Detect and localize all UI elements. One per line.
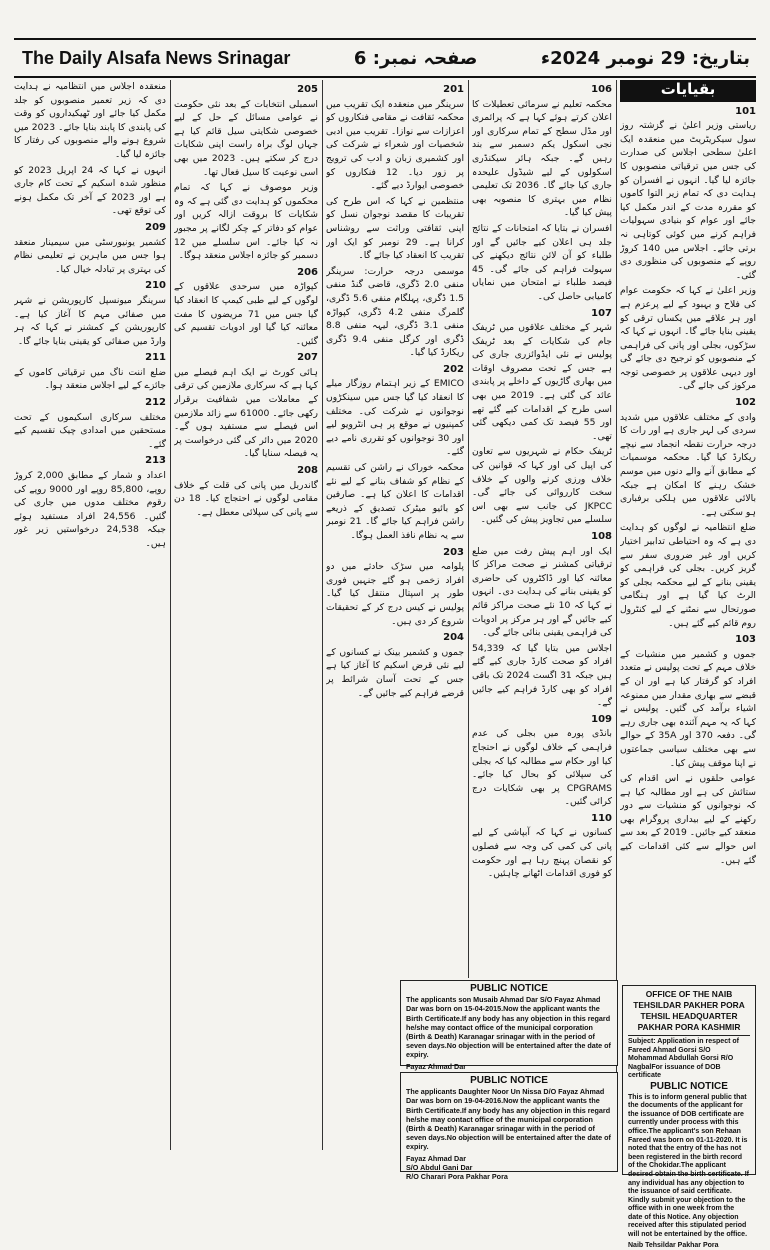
column-divider bbox=[468, 80, 469, 978]
story-text: ریاستی وزیر اعلیٰ نے گزشتہ روز سول سیکریٹریٹ میں منعقدہ ایک اعلیٰ سطحی اجلاس کی صدارت کی جس میں ترقیاتی منصوبوں کا جائزہ لیا گیا۔ انہوں نے افسران کو ہدایت دی کہ تمام زیر التوا کاموں کو مقررہ مدت کے اندر مکمل کیا جائے اور عوام کو بنیادی سہولیات فراہم کرنے میں کوئی کوتاہی نہ برتی جائے۔ اجلاس میں 140 کروڑ روپے کے منصوبوں کی منظوری دی گئی۔ bbox=[620, 120, 756, 281]
story-text: اجلاس میں بتایا گیا کہ 54,339 افراد کو صحت کارڈ جاری کیے گئے ہیں جبکہ 31 اگست 2024 تک باقی افراد کو بھی کارڈ فراہم کیے جائیں گے۔ bbox=[472, 642, 612, 709]
story-number: 209 bbox=[145, 221, 166, 233]
story-text: جموں و کشمیر میں منشیات کے خلاف مہم کے تحت پولیس نے متعدد افراد کو گرفتار کیا ہے اور ان کے قبضے سے بھاری مقدار میں ممنوعہ اشیاء برآمد کی گئیں۔ پولیس نے کہا کہ یہ مہم آئندہ بھی جاری رہے گی۔ دفعہ 370 اور 35A کے حوالے سے بھی مختلف سیاسی جماعتوں نے اپنا موقف پیش کیا۔ bbox=[620, 648, 756, 769]
story-text: مختلف سرکاری اسکیموں کے تحت مستحقین میں امدادی چیک تقسیم کیے گئے۔ bbox=[14, 411, 166, 450]
story-text: ضلع اننت ناگ میں ترقیاتی کاموں کے جائزے کے لیے اجلاس منعقد ہوا۔ bbox=[14, 366, 166, 392]
story-number: 210 bbox=[145, 280, 166, 292]
columns bbox=[14, 80, 756, 1249]
story-text: شہر کے مختلف علاقوں میں ٹریفک جام کی شکایات کے بعد ٹریفک پولیس نے نئی ایڈوائزری جاری کی ہے جس کے تحت مصروف اوقات میں بھاری گاڑیوں کے داخلے پر پابندی عائد کی گئی ہے۔ 2019 میں بھی اسی طرح کے اقدامات کیے گئے تھے اور 55 فیصد تک کمی دیکھی گئی تھی۔ bbox=[472, 322, 612, 442]
story-number: 103 bbox=[735, 634, 756, 646]
story-number: 110 bbox=[591, 812, 612, 824]
story-text: کپواڑہ میں سرحدی علاقوں کے لوگوں کے لیے طبی کیمپ کا انعقاد کیا گیا جس میں 71 مریضوں کا مفت معائنہ کیا گیا اور ادویات تقسیم کی گئیں۔ bbox=[174, 281, 318, 347]
story-text: انہوں نے کہا کہ 24 اپریل 2023 کو منظور شدہ اسکیم کے تحت کام جاری ہے اور 2023 کے آخر تک مکمل ہونے کی توقع تھی۔ bbox=[14, 164, 166, 217]
office-heading: OFFICE OF THE NAIB TEHSILDAR PAKHER PORA TEHSIL HEADQUARTER PAKHAR PORA KASHMIR bbox=[628, 989, 750, 1036]
notice-title: PUBLIC NOTICE bbox=[470, 1075, 548, 1086]
story-text: اعداد و شمار کے مطابق 2,000 کروڑ روپے، 85,800 روپے اور 9000 روپے کی رقوم مختلف مدوں میں جاری کی گئیں۔ 24,556 افراد مستفید ہوئے جبکہ 24,538 درخواستیں زیر غور ہیں۔ bbox=[14, 470, 166, 549]
story-text: وادی کے مختلف علاقوں میں شدید سردی کی لہر جاری ہے اور رات کا درجہ حرارت نقطہ انجماد سے نیچے ریکارڈ کیا گیا۔ محکمہ موسمیات کے مطابق آنے والے دنوں میں موسم خشک رہنے کا امکان ہے جبکہ بالائی علاقوں میں ہلکی برفباری ہو سکتی ہے۔ bbox=[620, 411, 756, 518]
column-2 bbox=[472, 80, 612, 978]
story-number: 107 bbox=[591, 307, 612, 319]
story-number: 108 bbox=[591, 531, 612, 542]
story-text: اسمبلی انتخابات کے بعد نئی حکومت نے عوامی مسائل کے حل کے لیے خصوصی شکایتی سیل قائم کیا ہے جہاں لوگ براہ راست اپنی شکایات درج کر سکتے ہیں۔ 2023 میں بھی اسی نوعیت کا سیل فعال تھا۔ bbox=[174, 98, 318, 178]
public-notice-2 bbox=[400, 1072, 618, 1182]
story-text: پلوامہ میں سڑک حادثے میں دو افراد زخمی ہو گئے جنہیں فوری طور پر اسپتال منتقل کیا گیا۔ پولیس نے کیس درج کر کے تحقیقات شروع کر دی ہیں۔ bbox=[326, 561, 464, 627]
story-number: 202 bbox=[443, 363, 464, 375]
newspaper-title: The Daily Alsafa News Srinagar bbox=[22, 47, 291, 68]
notice-signatory: Fayaz Ahmad Dar S/O Abdul Gani Dar R/O Charari Pora Pakhar Pora bbox=[406, 1153, 508, 1182]
story-text: جموں و کشمیر بینک نے کسانوں کے لیے نئی قرض اسکیم کا آغاز کیا ہے جس کے تحت آسان شرائط پر قرضے فراہم کیے جائیں گے۔ bbox=[326, 646, 464, 699]
column-divider bbox=[322, 80, 323, 1150]
notice-body: The applicants Daughter Noor Un Nissa D/O Fayaz Ahmad Dar was born on 19-04-2016.Now the applicant wants the Birth Certificate.If any body has any objection in this regard he/she may contact office of the municipal corporation (Birth & Death) Karanagar srinagar with in the period of seven days.No objection will be entertained after the date of expiry. bbox=[406, 1087, 611, 1152]
story-text: سرینگر میونسپل کارپوریشن نے شہر میں صفائی مہم کا آغاز کیا ہے۔ کارپوریشن کے کمشنر نے کہا کہ ہر وارڈ میں صفائی کو یقینی بنایا جائے گا۔ bbox=[14, 294, 166, 347]
story-number: 212 bbox=[145, 397, 166, 409]
story-text: موسمی درجہ حرارت: سرینگر منفی 2.0 ڈگری، قاضی گنڈ منفی 1.5 ڈگری، پہلگام منفی 5.6 ڈگری، گلمرگ منفی 4.2 ڈگری، کپواڑہ منفی 3.1 ڈگری، لیہہ منفی 8.8 ڈگری اور کرگل منفی 9.4 ڈگری ریکارڈ کیا گیا۔ bbox=[326, 265, 464, 359]
story-text: ضلع انتظامیہ نے لوگوں کو ہدایت دی ہے کہ وہ احتیاطی تدابیر اختیار کریں اور غیر ضروری سفر سے گریز کریں۔ بجلی کی فراہمی کو یقینی بنانے کے لیے محکمہ بجلی کو الرٹ کیا گیا ہے اور ہنگامی صورتحال سے نمٹنے کے لیے کنٹرول روم قائم کیے گئے ہیں۔ bbox=[620, 522, 756, 629]
column-5 bbox=[14, 80, 166, 1150]
masthead bbox=[14, 38, 756, 78]
public-notice-1 bbox=[400, 980, 618, 1071]
story-text: کسانوں نے کہا کہ آبپاشی کے لیے پانی کی کمی کی وجہ سے فصلوں کو نقصان پہنچ رہا ہے اور حکومت کو فوری اقدامات اٹھانے چاہئیں۔ bbox=[472, 827, 612, 880]
story-number: 206 bbox=[297, 266, 318, 278]
story-number: 204 bbox=[443, 632, 464, 644]
story-text: کشمیر یونیورسٹی میں سیمینار منعقد ہوا جس میں ماہرین نے تعلیمی نظام کی بہتری پر تبادلہ خیال کیا۔ bbox=[14, 236, 166, 275]
tehsildar-notice bbox=[622, 985, 756, 1249]
story-text: وزیر موصوف نے کہا کہ تمام محکموں کو ہدایت دی گئی ہے کہ وہ شکایات کا بروقت ازالہ کریں اور عوام کو دفاتر کے چکر لگانے پر مجبور نہ کیا جائے۔ اس سلسلے میں 12 دسمبر کو جائزہ اجلاس منعقد ہوگا۔ bbox=[174, 182, 318, 262]
story-number: 211 bbox=[145, 352, 166, 364]
story-text: بانڈی پورہ میں بجلی کی عدم فراہمی کے خلاف لوگوں نے احتجاج کیا اور حکام سے مطالبہ کیا کہ بجلی کی سپلائی کو بحال کیا جائے۔ CPGRAMS پر بھی شکایات درج کرائی گئیں۔ bbox=[472, 728, 612, 808]
story-text: وزیر اعلیٰ نے کہا کہ حکومت عوام کی فلاح و بہبود کے لیے پرعزم ہے اور ہر علاقے میں یکساں ترقی کو یقینی بنایا جائے گا۔ انہوں نے کہا کہ سڑکوں، بجلی اور پانی کی فراہمی کے منصوبوں کو ترجیح دی جائے گی اور دیہی علاقوں پر خصوصی توجہ مرکوز کی جائے گی۔ bbox=[620, 285, 756, 392]
column-3 bbox=[326, 80, 464, 980]
story-text: گاندربل میں پانی کی قلت کے خلاف مقامی لوگوں نے احتجاج کیا۔ 18 دن سے پانی کی سپلائی معطل ہے۔ bbox=[174, 479, 318, 518]
column-4 bbox=[174, 80, 318, 1150]
column-divider bbox=[170, 80, 171, 1150]
story-text: عوامی حلقوں نے اس اقدام کی ستائش کی ہے اور مطالبہ کیا ہے کہ نوجوانوں کو منشیات سے دور رکھنے کے لیے بیداری پروگرام بھی منعقد کیے جائیں۔ 2019 کے بعد سے اس حوالے سے کئی اقدامات کیے گئے ہیں۔ bbox=[620, 773, 756, 866]
story-number: 203 bbox=[443, 546, 464, 558]
page-number: صفحہ نمبر: 6 bbox=[353, 47, 478, 69]
story-text: محکمہ تعلیم نے سرمائی تعطیلات کا اعلان کرتے ہوئے کہا ہے کہ پرائمری اور مڈل سطح کے تمام سرکاری اور نجی اسکول یکم دسمبر سے بند رہیں گے۔ جبکہ ہائر سیکنڈری اسکولوں کے لیے شیڈول علیحدہ جاری کیا جائے گا۔ 2036 تک تعلیمی نظام میں بہتری کا منصوبہ بھی پیش کیا گیا۔ bbox=[472, 98, 612, 219]
story-number: 106 bbox=[591, 84, 612, 95]
notice-title: PUBLIC NOTICE bbox=[470, 983, 548, 994]
story-text: ایک اور اہم پیش رفت میں ضلع ترقیاتی کمشنر نے صحت مراکز کا معائنہ کیا اور ڈاکٹروں کی حاضری کو یقینی بنانے کی ہدایت دی۔ انہوں نے کہا کہ 10 نئے صحت مراکز قائم کیے جائیں گے اور ہر مرکز پر ادویات کی فراہمی یقینی بنائی جائے گی۔ bbox=[472, 545, 612, 639]
story-number: 208 bbox=[297, 465, 318, 477]
story-text: ٹریفک حکام نے شہریوں سے تعاون کی اپیل کی اور کہا کہ قوانین کی خلاف ورزی کرنے والوں کے خلاف سخت کارروائی کی جائے گی۔ JKPCC کی جانب سے بھی اس سلسلے میں تجاویز پیش کی گئیں۔ bbox=[472, 446, 612, 526]
story-text: سرینگر میں منعقدہ ایک تقریب میں محکمہ ثقافت نے مقامی فنکاروں کو اعزازات سے نوازا۔ تقریب میں ادبی شخصیات اور شعراء نے شرکت کی اور کشمیری زبان و ادب کی ترویج پر زور دیا۔ 12 فنکاروں کو خصوصی ایوارڈ دیے گئے۔ bbox=[326, 98, 464, 192]
story-number: 207 bbox=[297, 352, 318, 364]
issue-date: بتاریخ: 29 نومبر 2024ء bbox=[540, 47, 750, 69]
story-text: EMICO کے زیر اہتمام روزگار میلے کا انعقاد کیا گیا جس میں سینکڑوں نوجوانوں نے شرکت کی۔ مختلف کمپنیوں نے موقع پر ہی انٹرویو لیے اور 30 نوجوانوں کو تقرری نامے دیے گئے۔ bbox=[326, 378, 464, 458]
notice-signatory: Naib Tehsildar Pakhar Pora bbox=[628, 1241, 719, 1249]
newspaper-page bbox=[14, 24, 756, 1249]
section-banner: بقیایات bbox=[620, 80, 756, 102]
story-text: ہائی کورٹ نے ایک اہم فیصلے میں کہا ہے کہ سرکاری ملازمین کی ترقی کے معاملات میں شفافیت برقرار رکھی جائے۔ 61000 سے زائد ملازمین اس فیصلے سے مستفید ہوں گے۔ 2020 میں دائر کی گئی درخواست پر یہ فیصلہ سنایا گیا۔ bbox=[174, 366, 318, 460]
notice-subject: Subject: Application in respect of Fareed Ahmad Gorsi S/O Mohammad Abdullah Gorsi R/O NagbalFor issuance of DOB certificate bbox=[628, 1038, 739, 1080]
story-text: منتظمین نے کہا کہ اس طرح کی تقریبات کا مقصد نوجوان نسل کو اپنی ثقافتی وراثت سے روشناس کرانا ہے۔ 29 نومبر کو ایک اور تقریب کا انعقاد کیا جائے گا۔ bbox=[326, 195, 464, 262]
story-number: 213 bbox=[145, 455, 166, 467]
notice-body: This is to inform general public that the documents of the applicant for the issuance of DOB certificate are currently under process with this office.The applicant's son Rehaan Fareed was born on 01-11-2020. It is noted that the entry of the has not been registered in the birth record of the Chokidar.The applicant desired obtain the birth certificate. If any individual has any objection to the issuance of said certificate. Kindly submit your objection to the office with in one week from the date of this Notice. Any objection received after this stipulated period will not be entertained by the office. bbox=[628, 1093, 749, 1239]
notice-title: PUBLIC NOTICE bbox=[650, 1080, 728, 1092]
story-number: 205 bbox=[297, 84, 318, 95]
story-number: 101 bbox=[735, 105, 756, 117]
story-number: 201 bbox=[443, 84, 464, 95]
story-number: 109 bbox=[591, 713, 612, 725]
story-text: افسران نے بتایا کہ امتحانات کے نتائج جلد ہی اعلان کیے جائیں گے اور طلباء کو آن لائن نتائج دیکھنے کی سہولت فراہم کی جائے گی۔ 45 فیصد طلباء نے امتحان میں نمایاں کامیابی حاصل کی۔ bbox=[472, 222, 612, 302]
story-text: منعقدہ اجلاس میں انتظامیہ نے ہدایت دی کہ زیر تعمیر منصوبوں کو جلد مکمل کیا جائے اور ٹھیکیداروں کو وقت کی پابندی کا پابند بنایا جائے۔ 2023 میں شروع ہونے والے منصوبوں کی رفتار کا جائزہ لیا گیا۔ bbox=[14, 81, 166, 160]
story-text: محکمہ خوراک نے راشن کی تقسیم کے نظام کو شفاف بنانے کے لیے نئے اقدامات کا اعلان کیا ہے۔ صارفین کو بائیو میٹرک تصدیق کے ذریعے راشن فراہم کیا جائے گا۔ 21 نومبر سے یہ نظام نافذ العمل ہوگا۔ bbox=[326, 462, 464, 541]
notice-signatory: Fayaz Ahmad Dar bbox=[406, 1061, 467, 1071]
story-number: 102 bbox=[735, 397, 756, 409]
notice-body: The applicants son Musaib Ahmad Dar S/O Fayaz Ahmad Dar was born on 15-04-2015.Now the applicant wants the Birth Certificate.If any body has any objection in this regard he/she may contact office of the municipal corporation (Birth & Death) Karanagar srinagar with in the period of seven days.No objection will be entertained after the date of expiry. bbox=[406, 995, 611, 1060]
